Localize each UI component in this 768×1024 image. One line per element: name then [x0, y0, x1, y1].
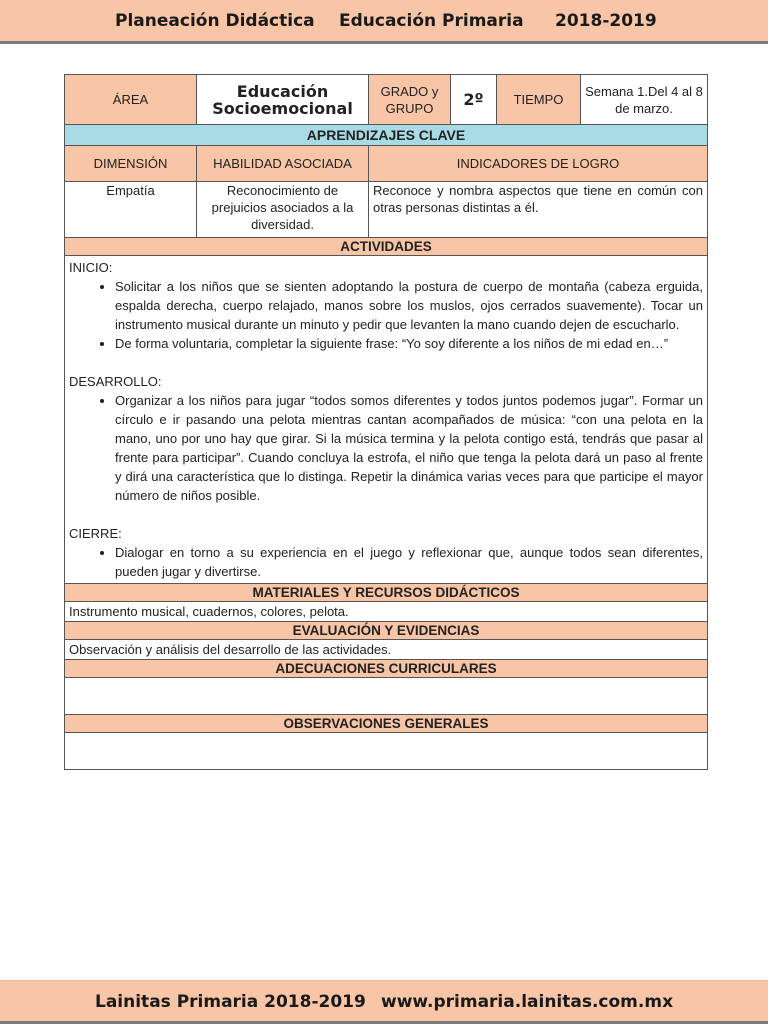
- actividades-title: ACTIVIDADES: [65, 238, 708, 256]
- header-banner: [0, 0, 768, 44]
- actividades-content: [65, 256, 708, 584]
- evaluacion-title: EVALUACIÓN Y EVIDENCIAS: [65, 622, 708, 640]
- inicio-list: [69, 277, 703, 353]
- inicio-label: INICIO:: [69, 260, 113, 275]
- list-item: • Dialogar en torno a su experiencia en el juego y reflexionar que, aunque todos sean diferentes, pueden jugar y divertirse.: [115, 543, 703, 581]
- list-item: • Organizar a los niños para jugar “todos somos diferentes y todos juntos podemos jugar”. Formar un círculo e ir pasando una pelota mientras cantan acompañados de música: “con una pelota en la mano, uno por uno hay que girar. Si la música termina y la pelota contigo está, tendrás que pasar al frente para participar”. Cuando concluya la estrofa, el niño que tenga la pelota dará un paso al frente y dirá una característica que lo distinga. Repetir la dinámica varias veces para que participe el mayor número de niños posible.: [115, 391, 703, 505]
- tiempo-value: Semana 1.Del 4 al 8 de marzo.: [581, 75, 708, 125]
- aprendizajes-clave-title: APRENDIZAJES CLAVE: [65, 125, 708, 146]
- habilidad-value: Reconocimiento de prejuicios asociados a la diversidad.: [197, 182, 369, 238]
- indicadores-value: Reconoce y nombra aspectos que tiene en común con otras personas distintas a él.: [369, 182, 708, 238]
- area-label: ÁREA: [65, 75, 197, 125]
- materiales-title: MATERIALES Y RECURSOS DIDÁCTICOS: [65, 584, 708, 602]
- dimension-value: Empatía: [65, 182, 197, 238]
- dimension-label: DIMENSIÓN: [65, 146, 197, 182]
- planeacion-table: [64, 74, 708, 770]
- grado-value: 2º: [451, 75, 497, 125]
- footer-lainitas: Lainitas Primaria 2018-2019: [95, 992, 366, 1012]
- area-value: Educación Socioemocional: [197, 75, 369, 125]
- habilidad-label: HABILIDAD ASOCIADA: [197, 146, 369, 182]
- grado-label: GRADO y GRUPO: [369, 75, 451, 125]
- materiales-value: Instrumento musical, cuadernos, colores, pelota.: [65, 602, 708, 622]
- header-educacion: Educación Primaria: [339, 11, 524, 31]
- desarrollo-label: DESARROLLO:: [69, 374, 162, 389]
- observaciones-title: OBSERVACIONES GENERALES: [65, 715, 708, 733]
- footer-url: www.primaria.lainitas.com.mx: [381, 992, 674, 1012]
- desarrollo-list: [69, 391, 703, 505]
- list-item: • Solicitar a los niños que se sienten adoptando la postura de cuerpo de montaña (cabeza erguida, espalda derecha, cuerpo relajado, manos sobre los muslos, ojos cerrados suavemente). Tocar un instrumento musical durante un minuto y pedir que levanten la mano cuando dejen de escucharlo.: [115, 277, 703, 334]
- cierre-list: [69, 543, 703, 581]
- header-planeacion: Planeación Didáctica: [115, 11, 315, 31]
- header-year: 2018-2019: [555, 11, 657, 31]
- adecuaciones-title: ADECUACIONES CURRICULARES: [65, 660, 708, 678]
- adecuaciones-value: [65, 678, 708, 715]
- indicadores-label: INDICADORES DE LOGRO: [369, 146, 708, 182]
- cierre-label: CIERRE:: [69, 526, 122, 541]
- list-item: • De forma voluntaria, completar la siguiente frase: “Yo soy diferente a los niños de mi edad en…”: [115, 334, 703, 353]
- evaluacion-value: Observación y análisis del desarrollo de las actividades.: [65, 640, 708, 660]
- observaciones-value: [65, 733, 708, 770]
- footer-banner: [0, 980, 768, 1024]
- tiempo-label: TIEMPO: [497, 75, 581, 125]
